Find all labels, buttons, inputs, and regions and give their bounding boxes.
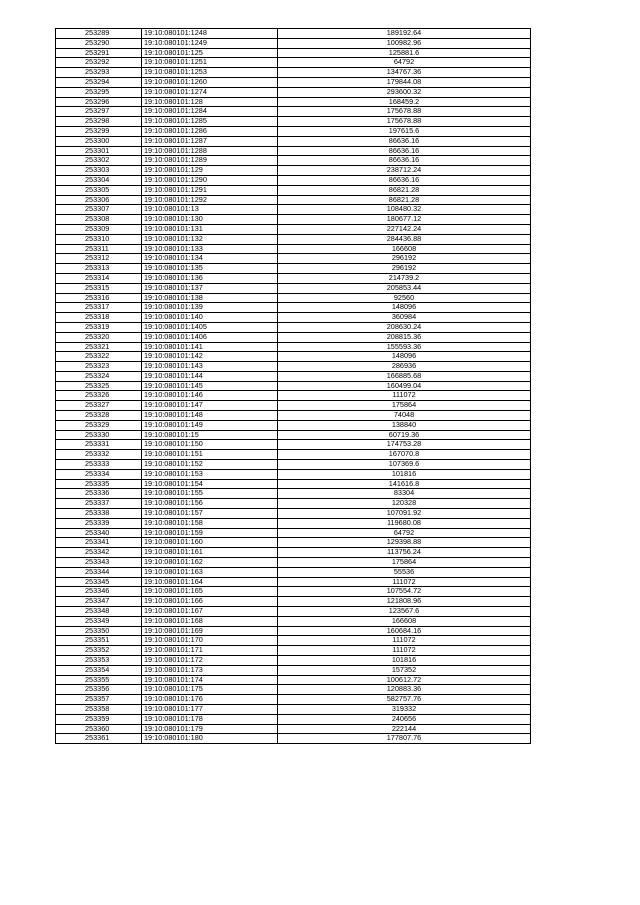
cadastral-number-cell: 19:10:080101:155 [142, 489, 278, 499]
row-number-cell: 253348 [56, 607, 142, 617]
row-number-cell: 253358 [56, 704, 142, 714]
value-cell: 238712.24 [278, 166, 531, 176]
value-cell: 60719.36 [278, 430, 531, 440]
value-cell: 113756.24 [278, 548, 531, 558]
table-row [56, 136, 531, 146]
table-row [56, 342, 531, 352]
table-row [56, 401, 531, 411]
table-row [56, 38, 531, 48]
cadastral-number-cell: 19:10:080101:170 [142, 636, 278, 646]
row-number-cell: 253317 [56, 303, 142, 313]
value-cell: 141616.8 [278, 479, 531, 489]
table-row [56, 450, 531, 460]
value-cell: 175678.88 [278, 107, 531, 117]
value-cell: 175678.88 [278, 117, 531, 127]
value-cell: 177807.76 [278, 734, 531, 744]
row-number-cell: 253328 [56, 411, 142, 421]
row-number-cell: 253295 [56, 87, 142, 97]
value-cell: 120883.36 [278, 685, 531, 695]
table-row [56, 97, 531, 107]
value-cell: 180677.12 [278, 215, 531, 225]
cadastral-number-cell: 19:10:080101:129 [142, 166, 278, 176]
row-number-cell: 253333 [56, 460, 142, 470]
value-cell: 64792 [278, 58, 531, 68]
table-row [56, 548, 531, 558]
value-cell: 86636.16 [278, 136, 531, 146]
table-row [56, 391, 531, 401]
table-row [56, 430, 531, 440]
row-number-cell: 253338 [56, 509, 142, 519]
table-row [56, 675, 531, 685]
cadastral-number-cell: 19:10:080101:1292 [142, 195, 278, 205]
cadastral-number-cell: 19:10:080101:175 [142, 685, 278, 695]
cadastral-number-cell: 19:10:080101:173 [142, 665, 278, 675]
row-number-cell: 253313 [56, 264, 142, 274]
row-number-cell: 253319 [56, 322, 142, 332]
table-row [56, 704, 531, 714]
value-cell: 119680.08 [278, 518, 531, 528]
value-cell: 55536 [278, 567, 531, 577]
cadastral-number-cell: 19:10:080101:145 [142, 381, 278, 391]
row-number-cell: 253305 [56, 185, 142, 195]
row-number-cell: 253297 [56, 107, 142, 117]
table-row [56, 362, 531, 372]
cadastral-number-cell: 19:10:080101:178 [142, 714, 278, 724]
cadastral-number-cell: 19:10:080101:146 [142, 391, 278, 401]
cadastral-number-cell: 19:10:080101:161 [142, 548, 278, 558]
value-cell: 86636.16 [278, 175, 531, 185]
row-number-cell: 253343 [56, 558, 142, 568]
row-number-cell: 253329 [56, 420, 142, 430]
value-cell: 296192 [278, 254, 531, 264]
cadastral-number-cell: 19:10:080101:172 [142, 656, 278, 666]
row-number-cell: 253292 [56, 58, 142, 68]
value-cell: 166885.68 [278, 371, 531, 381]
row-number-cell: 253309 [56, 224, 142, 234]
row-number-cell: 253298 [56, 117, 142, 127]
row-number-cell: 253337 [56, 499, 142, 509]
table-row [56, 558, 531, 568]
value-cell: 319332 [278, 704, 531, 714]
cadastral-number-cell: 19:10:080101:1291 [142, 185, 278, 195]
row-number-cell: 253361 [56, 734, 142, 744]
row-number-cell: 253299 [56, 126, 142, 136]
row-number-cell: 253341 [56, 538, 142, 548]
cadastral-number-cell: 19:10:080101:177 [142, 704, 278, 714]
value-cell: 111072 [278, 391, 531, 401]
cadastral-number-cell: 19:10:080101:1285 [142, 117, 278, 127]
row-number-cell: 253301 [56, 146, 142, 156]
row-number-cell: 253306 [56, 195, 142, 205]
row-number-cell: 253293 [56, 68, 142, 78]
row-number-cell: 253349 [56, 616, 142, 626]
table-row [56, 273, 531, 283]
row-number-cell: 253323 [56, 362, 142, 372]
table-row [56, 567, 531, 577]
cadastral-number-cell: 19:10:080101:176 [142, 695, 278, 705]
value-cell: 175864 [278, 401, 531, 411]
table-row [56, 254, 531, 264]
cadastral-number-cell: 19:10:080101:148 [142, 411, 278, 421]
table-row [56, 77, 531, 87]
cadastral-value-table [55, 28, 531, 744]
value-cell: 189192.64 [278, 29, 531, 39]
cadastral-number-cell: 19:10:080101:1287 [142, 136, 278, 146]
cadastral-number-cell: 19:10:080101:15 [142, 430, 278, 440]
row-number-cell: 253350 [56, 626, 142, 636]
table-row [56, 626, 531, 636]
row-number-cell: 253315 [56, 283, 142, 293]
value-cell: 100982.96 [278, 38, 531, 48]
value-cell: 227142.24 [278, 224, 531, 234]
value-cell: 222144 [278, 724, 531, 734]
table-row [56, 469, 531, 479]
value-cell: 214739.2 [278, 273, 531, 283]
value-cell: 166608 [278, 244, 531, 254]
cadastral-number-cell: 19:10:080101:135 [142, 264, 278, 274]
row-number-cell: 253331 [56, 440, 142, 450]
table-row [56, 58, 531, 68]
cadastral-number-cell: 19:10:080101:137 [142, 283, 278, 293]
value-cell: 284436.88 [278, 234, 531, 244]
cadastral-number-cell: 19:10:080101:143 [142, 362, 278, 372]
value-cell: 148096 [278, 352, 531, 362]
cadastral-number-cell: 19:10:080101:152 [142, 460, 278, 470]
value-cell: 148096 [278, 303, 531, 313]
cadastral-number-cell: 19:10:080101:179 [142, 724, 278, 734]
cadastral-number-cell: 19:10:080101:1289 [142, 156, 278, 166]
value-cell: 286936 [278, 362, 531, 372]
value-cell: 108480.32 [278, 205, 531, 215]
value-cell: 83304 [278, 489, 531, 499]
cadastral-number-cell: 19:10:080101:163 [142, 567, 278, 577]
table-row [56, 656, 531, 666]
table-row [56, 175, 531, 185]
table-row [56, 714, 531, 724]
cadastral-number-cell: 19:10:080101:1248 [142, 29, 278, 39]
row-number-cell: 253322 [56, 352, 142, 362]
value-cell: 86636.16 [278, 146, 531, 156]
row-number-cell: 253330 [56, 430, 142, 440]
cadastral-number-cell: 19:10:080101:174 [142, 675, 278, 685]
value-cell: 197615.6 [278, 126, 531, 136]
value-cell: 134767.36 [278, 68, 531, 78]
cadastral-number-cell: 19:10:080101:140 [142, 313, 278, 323]
table-row [56, 126, 531, 136]
cadastral-number-cell: 19:10:080101:160 [142, 538, 278, 548]
cadastral-number-cell: 19:10:080101:133 [142, 244, 278, 254]
cadastral-number-cell: 19:10:080101:139 [142, 303, 278, 313]
row-number-cell: 253304 [56, 175, 142, 185]
row-number-cell: 253351 [56, 636, 142, 646]
table-row [56, 371, 531, 381]
cadastral-number-cell: 19:10:080101:138 [142, 293, 278, 303]
row-number-cell: 253314 [56, 273, 142, 283]
cadastral-number-cell: 19:10:080101:158 [142, 518, 278, 528]
value-cell: 240656 [278, 714, 531, 724]
value-cell: 86636.16 [278, 156, 531, 166]
row-number-cell: 253347 [56, 597, 142, 607]
value-cell: 208630.24 [278, 322, 531, 332]
table-row [56, 68, 531, 78]
cadastral-number-cell: 19:10:080101:1405 [142, 322, 278, 332]
value-cell: 160684.16 [278, 626, 531, 636]
table-row [56, 352, 531, 362]
row-number-cell: 253335 [56, 479, 142, 489]
cadastral-number-cell: 19:10:080101:131 [142, 224, 278, 234]
cadastral-number-cell: 19:10:080101:162 [142, 558, 278, 568]
row-number-cell: 253316 [56, 293, 142, 303]
row-number-cell: 253340 [56, 528, 142, 538]
value-cell: 120328 [278, 499, 531, 509]
row-number-cell: 253355 [56, 675, 142, 685]
value-cell: 293600.32 [278, 87, 531, 97]
table-row [56, 587, 531, 597]
cadastral-number-cell: 19:10:080101:1274 [142, 87, 278, 97]
cadastral-number-cell: 19:10:080101:1286 [142, 126, 278, 136]
value-cell: 166608 [278, 616, 531, 626]
value-cell: 111072 [278, 577, 531, 587]
cadastral-number-cell: 19:10:080101:1406 [142, 332, 278, 342]
table-row [56, 607, 531, 617]
value-cell: 157352 [278, 665, 531, 675]
row-number-cell: 253334 [56, 469, 142, 479]
table-row [56, 528, 531, 538]
table-row [56, 87, 531, 97]
table-row [56, 597, 531, 607]
value-cell: 175864 [278, 558, 531, 568]
value-cell: 174753.28 [278, 440, 531, 450]
table-row [56, 293, 531, 303]
cadastral-number-cell: 19:10:080101:130 [142, 215, 278, 225]
row-number-cell: 253325 [56, 381, 142, 391]
table-row [56, 665, 531, 675]
table-body [56, 29, 531, 744]
table-row [56, 509, 531, 519]
cadastral-number-cell: 19:10:080101:1288 [142, 146, 278, 156]
cadastral-number-cell: 19:10:080101:142 [142, 352, 278, 362]
value-cell: 64792 [278, 528, 531, 538]
cadastral-number-cell: 19:10:080101:151 [142, 450, 278, 460]
value-cell: 86821.28 [278, 185, 531, 195]
cadastral-number-cell: 19:10:080101:157 [142, 509, 278, 519]
table-row [56, 322, 531, 332]
table-row [56, 234, 531, 244]
row-number-cell: 253327 [56, 401, 142, 411]
cadastral-number-cell: 19:10:080101:165 [142, 587, 278, 597]
cadastral-number-cell: 19:10:080101:1284 [142, 107, 278, 117]
cadastral-number-cell: 19:10:080101:132 [142, 234, 278, 244]
row-number-cell: 253353 [56, 656, 142, 666]
cadastral-number-cell: 19:10:080101:180 [142, 734, 278, 744]
cadastral-number-cell: 19:10:080101:150 [142, 440, 278, 450]
table-row [56, 734, 531, 744]
cadastral-number-cell: 19:10:080101:166 [142, 597, 278, 607]
value-cell: 101816 [278, 656, 531, 666]
table-row [56, 166, 531, 176]
table-row [56, 313, 531, 323]
value-cell: 138840 [278, 420, 531, 430]
table-row [56, 381, 531, 391]
cadastral-number-cell: 19:10:080101:1253 [142, 68, 278, 78]
row-number-cell: 253303 [56, 166, 142, 176]
cadastral-number-cell: 19:10:080101:1251 [142, 58, 278, 68]
cadastral-number-cell: 19:10:080101:144 [142, 371, 278, 381]
cadastral-number-cell: 19:10:080101:153 [142, 469, 278, 479]
table-row [56, 117, 531, 127]
table-row [56, 332, 531, 342]
row-number-cell: 253352 [56, 646, 142, 656]
cadastral-number-cell: 19:10:080101:13 [142, 205, 278, 215]
row-number-cell: 253356 [56, 685, 142, 695]
value-cell: 123567.6 [278, 607, 531, 617]
row-number-cell: 253302 [56, 156, 142, 166]
cadastral-number-cell: 19:10:080101:164 [142, 577, 278, 587]
row-number-cell: 253296 [56, 97, 142, 107]
cadastral-number-cell: 19:10:080101:141 [142, 342, 278, 352]
row-number-cell: 253291 [56, 48, 142, 58]
table-row [56, 440, 531, 450]
cadastral-number-cell: 19:10:080101:125 [142, 48, 278, 58]
table-row [56, 724, 531, 734]
table-row [56, 518, 531, 528]
table-row [56, 146, 531, 156]
table-row [56, 185, 531, 195]
table-row [56, 215, 531, 225]
value-cell: 121808.96 [278, 597, 531, 607]
row-number-cell: 253318 [56, 313, 142, 323]
cadastral-number-cell: 19:10:080101:168 [142, 616, 278, 626]
cadastral-number-cell: 19:10:080101:1260 [142, 77, 278, 87]
table-row [56, 224, 531, 234]
row-number-cell: 253336 [56, 489, 142, 499]
row-number-cell: 253300 [56, 136, 142, 146]
value-cell: 107369.6 [278, 460, 531, 470]
table-row [56, 264, 531, 274]
table-row [56, 636, 531, 646]
value-cell: 107091.92 [278, 509, 531, 519]
table-row [56, 499, 531, 509]
table-row [56, 244, 531, 254]
value-cell: 155593.36 [278, 342, 531, 352]
table-row [56, 646, 531, 656]
value-cell: 107554.72 [278, 587, 531, 597]
row-number-cell: 253342 [56, 548, 142, 558]
value-cell: 167070.8 [278, 450, 531, 460]
row-number-cell: 253354 [56, 665, 142, 675]
value-cell: 160499.04 [278, 381, 531, 391]
row-number-cell: 253321 [56, 342, 142, 352]
table-row [56, 538, 531, 548]
row-number-cell: 253308 [56, 215, 142, 225]
table-row [56, 29, 531, 39]
value-cell: 74048 [278, 411, 531, 421]
row-number-cell: 253311 [56, 244, 142, 254]
cadastral-number-cell: 19:10:080101:1290 [142, 175, 278, 185]
table-row [56, 460, 531, 470]
cadastral-number-cell: 19:10:080101:159 [142, 528, 278, 538]
value-cell: 129398.88 [278, 538, 531, 548]
cadastral-number-cell: 19:10:080101:154 [142, 479, 278, 489]
table-row [56, 48, 531, 58]
table-row [56, 695, 531, 705]
value-cell: 111072 [278, 646, 531, 656]
row-number-cell: 253339 [56, 518, 142, 528]
row-number-cell: 253289 [56, 29, 142, 39]
cadastral-number-cell: 19:10:080101:169 [142, 626, 278, 636]
value-cell: 179844.08 [278, 77, 531, 87]
row-number-cell: 253345 [56, 577, 142, 587]
row-number-cell: 253326 [56, 391, 142, 401]
value-cell: 208815.36 [278, 332, 531, 342]
value-cell: 168459.2 [278, 97, 531, 107]
value-cell: 582757.76 [278, 695, 531, 705]
row-number-cell: 253324 [56, 371, 142, 381]
table-row [56, 479, 531, 489]
table-row [56, 411, 531, 421]
cadastral-number-cell: 19:10:080101:134 [142, 254, 278, 264]
table-row [56, 205, 531, 215]
row-number-cell: 253294 [56, 77, 142, 87]
row-number-cell: 253312 [56, 254, 142, 264]
row-number-cell: 253332 [56, 450, 142, 460]
value-cell: 92560 [278, 293, 531, 303]
cadastral-number-cell: 19:10:080101:167 [142, 607, 278, 617]
table-row [56, 577, 531, 587]
table-row [56, 283, 531, 293]
value-cell: 296192 [278, 264, 531, 274]
value-cell: 86821.28 [278, 195, 531, 205]
cadastral-number-cell: 19:10:080101:171 [142, 646, 278, 656]
row-number-cell: 253357 [56, 695, 142, 705]
row-number-cell: 253307 [56, 205, 142, 215]
cadastral-number-cell: 19:10:080101:156 [142, 499, 278, 509]
row-number-cell: 253290 [56, 38, 142, 48]
value-cell: 100612.72 [278, 675, 531, 685]
cadastral-number-cell: 19:10:080101:128 [142, 97, 278, 107]
value-cell: 101816 [278, 469, 531, 479]
table-row [56, 195, 531, 205]
cadastral-number-cell: 19:10:080101:136 [142, 273, 278, 283]
value-cell: 111072 [278, 636, 531, 646]
row-number-cell: 253320 [56, 332, 142, 342]
value-cell: 125881.6 [278, 48, 531, 58]
row-number-cell: 253344 [56, 567, 142, 577]
cadastral-number-cell: 19:10:080101:147 [142, 401, 278, 411]
row-number-cell: 253359 [56, 714, 142, 724]
row-number-cell: 253346 [56, 587, 142, 597]
row-number-cell: 253360 [56, 724, 142, 734]
table-row [56, 616, 531, 626]
value-cell: 360984 [278, 313, 531, 323]
table-row [56, 156, 531, 166]
row-number-cell: 253310 [56, 234, 142, 244]
cadastral-number-cell: 19:10:080101:149 [142, 420, 278, 430]
cadastral-number-cell: 19:10:080101:1249 [142, 38, 278, 48]
table-row [56, 685, 531, 695]
value-cell: 205853.44 [278, 283, 531, 293]
table-row [56, 303, 531, 313]
table-row [56, 489, 531, 499]
table-row [56, 107, 531, 117]
table-row [56, 420, 531, 430]
